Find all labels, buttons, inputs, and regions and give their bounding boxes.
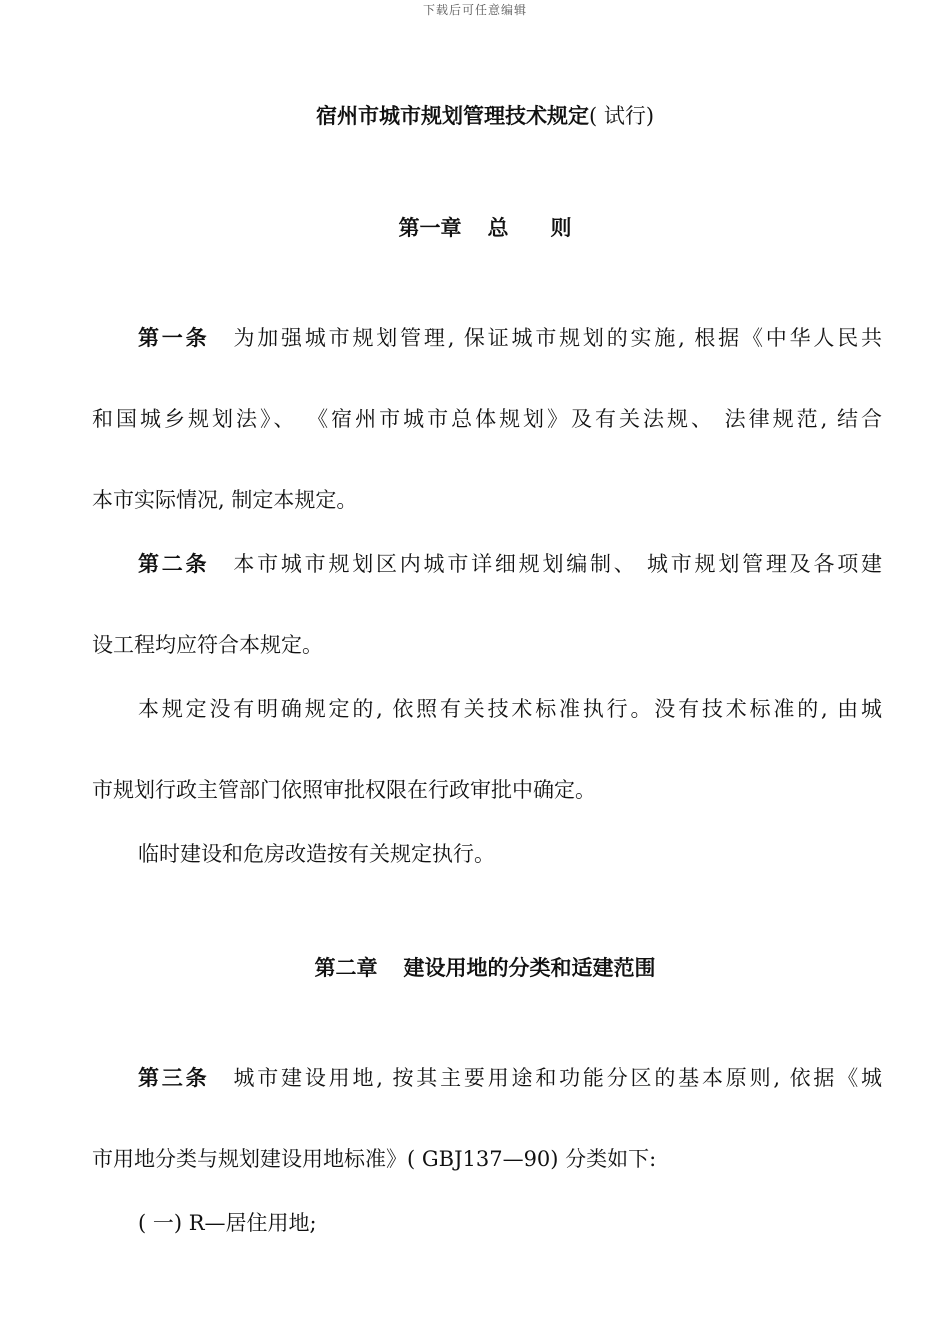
chapter-2-name: 建设用地的分类和适建范围 xyxy=(403,956,656,980)
article-2-line-2: 设工程均应符合本规定。 xyxy=(92,633,323,657)
chapter-1-label: 第一章 xyxy=(398,216,462,240)
article-3-line-1: 第三条 城市建设用地, 按其主要用途和功能分区的基本原则, 依据《城 xyxy=(138,1066,883,1090)
article-1-line-3: 本市实际情况, 制定本规定。 xyxy=(92,488,358,512)
chapter-1-heading xyxy=(0,212,950,242)
article-2-label: 第二条 xyxy=(138,552,210,576)
article-1-line-2: 和国城乡规划法》、 《宿州市城市总体规划》及有关法规、 法律规范, 结合 xyxy=(92,407,882,431)
article-1-label: 第一条 xyxy=(138,326,210,350)
chapter-1-name: 总 则 xyxy=(487,216,572,240)
article-2-para-2-line-2: 市规划行政主管部门依照审批权限在行政审批中确定。 xyxy=(92,778,596,802)
title-sub: ( 试行) xyxy=(588,104,655,128)
document-title xyxy=(0,100,950,130)
chapter-2-heading xyxy=(0,952,950,982)
chapter-2-label: 第二章 xyxy=(314,956,378,980)
page-header-note: 下载后可任意编辑 xyxy=(422,3,527,17)
article-2-para-3: 临时建设和危房改造按有关规定执行。 xyxy=(138,842,495,866)
article-3-item-1: ( 一) R—居住用地; xyxy=(138,1211,317,1235)
title-main: 宿州市城市规划管理技术规定 xyxy=(315,104,589,128)
article-3-line-2: 市用地分类与规划建设用地标准》( GBJ137—90) 分类如下: xyxy=(92,1147,657,1171)
article-2-line-1: 第二条 本市城市规划区内城市详细规划编制、 城市规划管理及各项建 xyxy=(138,552,882,576)
article-1-line-1: 第一条 为加强城市规划管理, 保证城市规划的实施, 根据《中华人民共 xyxy=(138,326,883,350)
article-3-label: 第三条 xyxy=(138,1066,210,1090)
article-2-para-2-line-1: 本规定没有明确规定的, 依照有关技术标准执行。没有技术标准的, 由城 xyxy=(138,697,882,721)
